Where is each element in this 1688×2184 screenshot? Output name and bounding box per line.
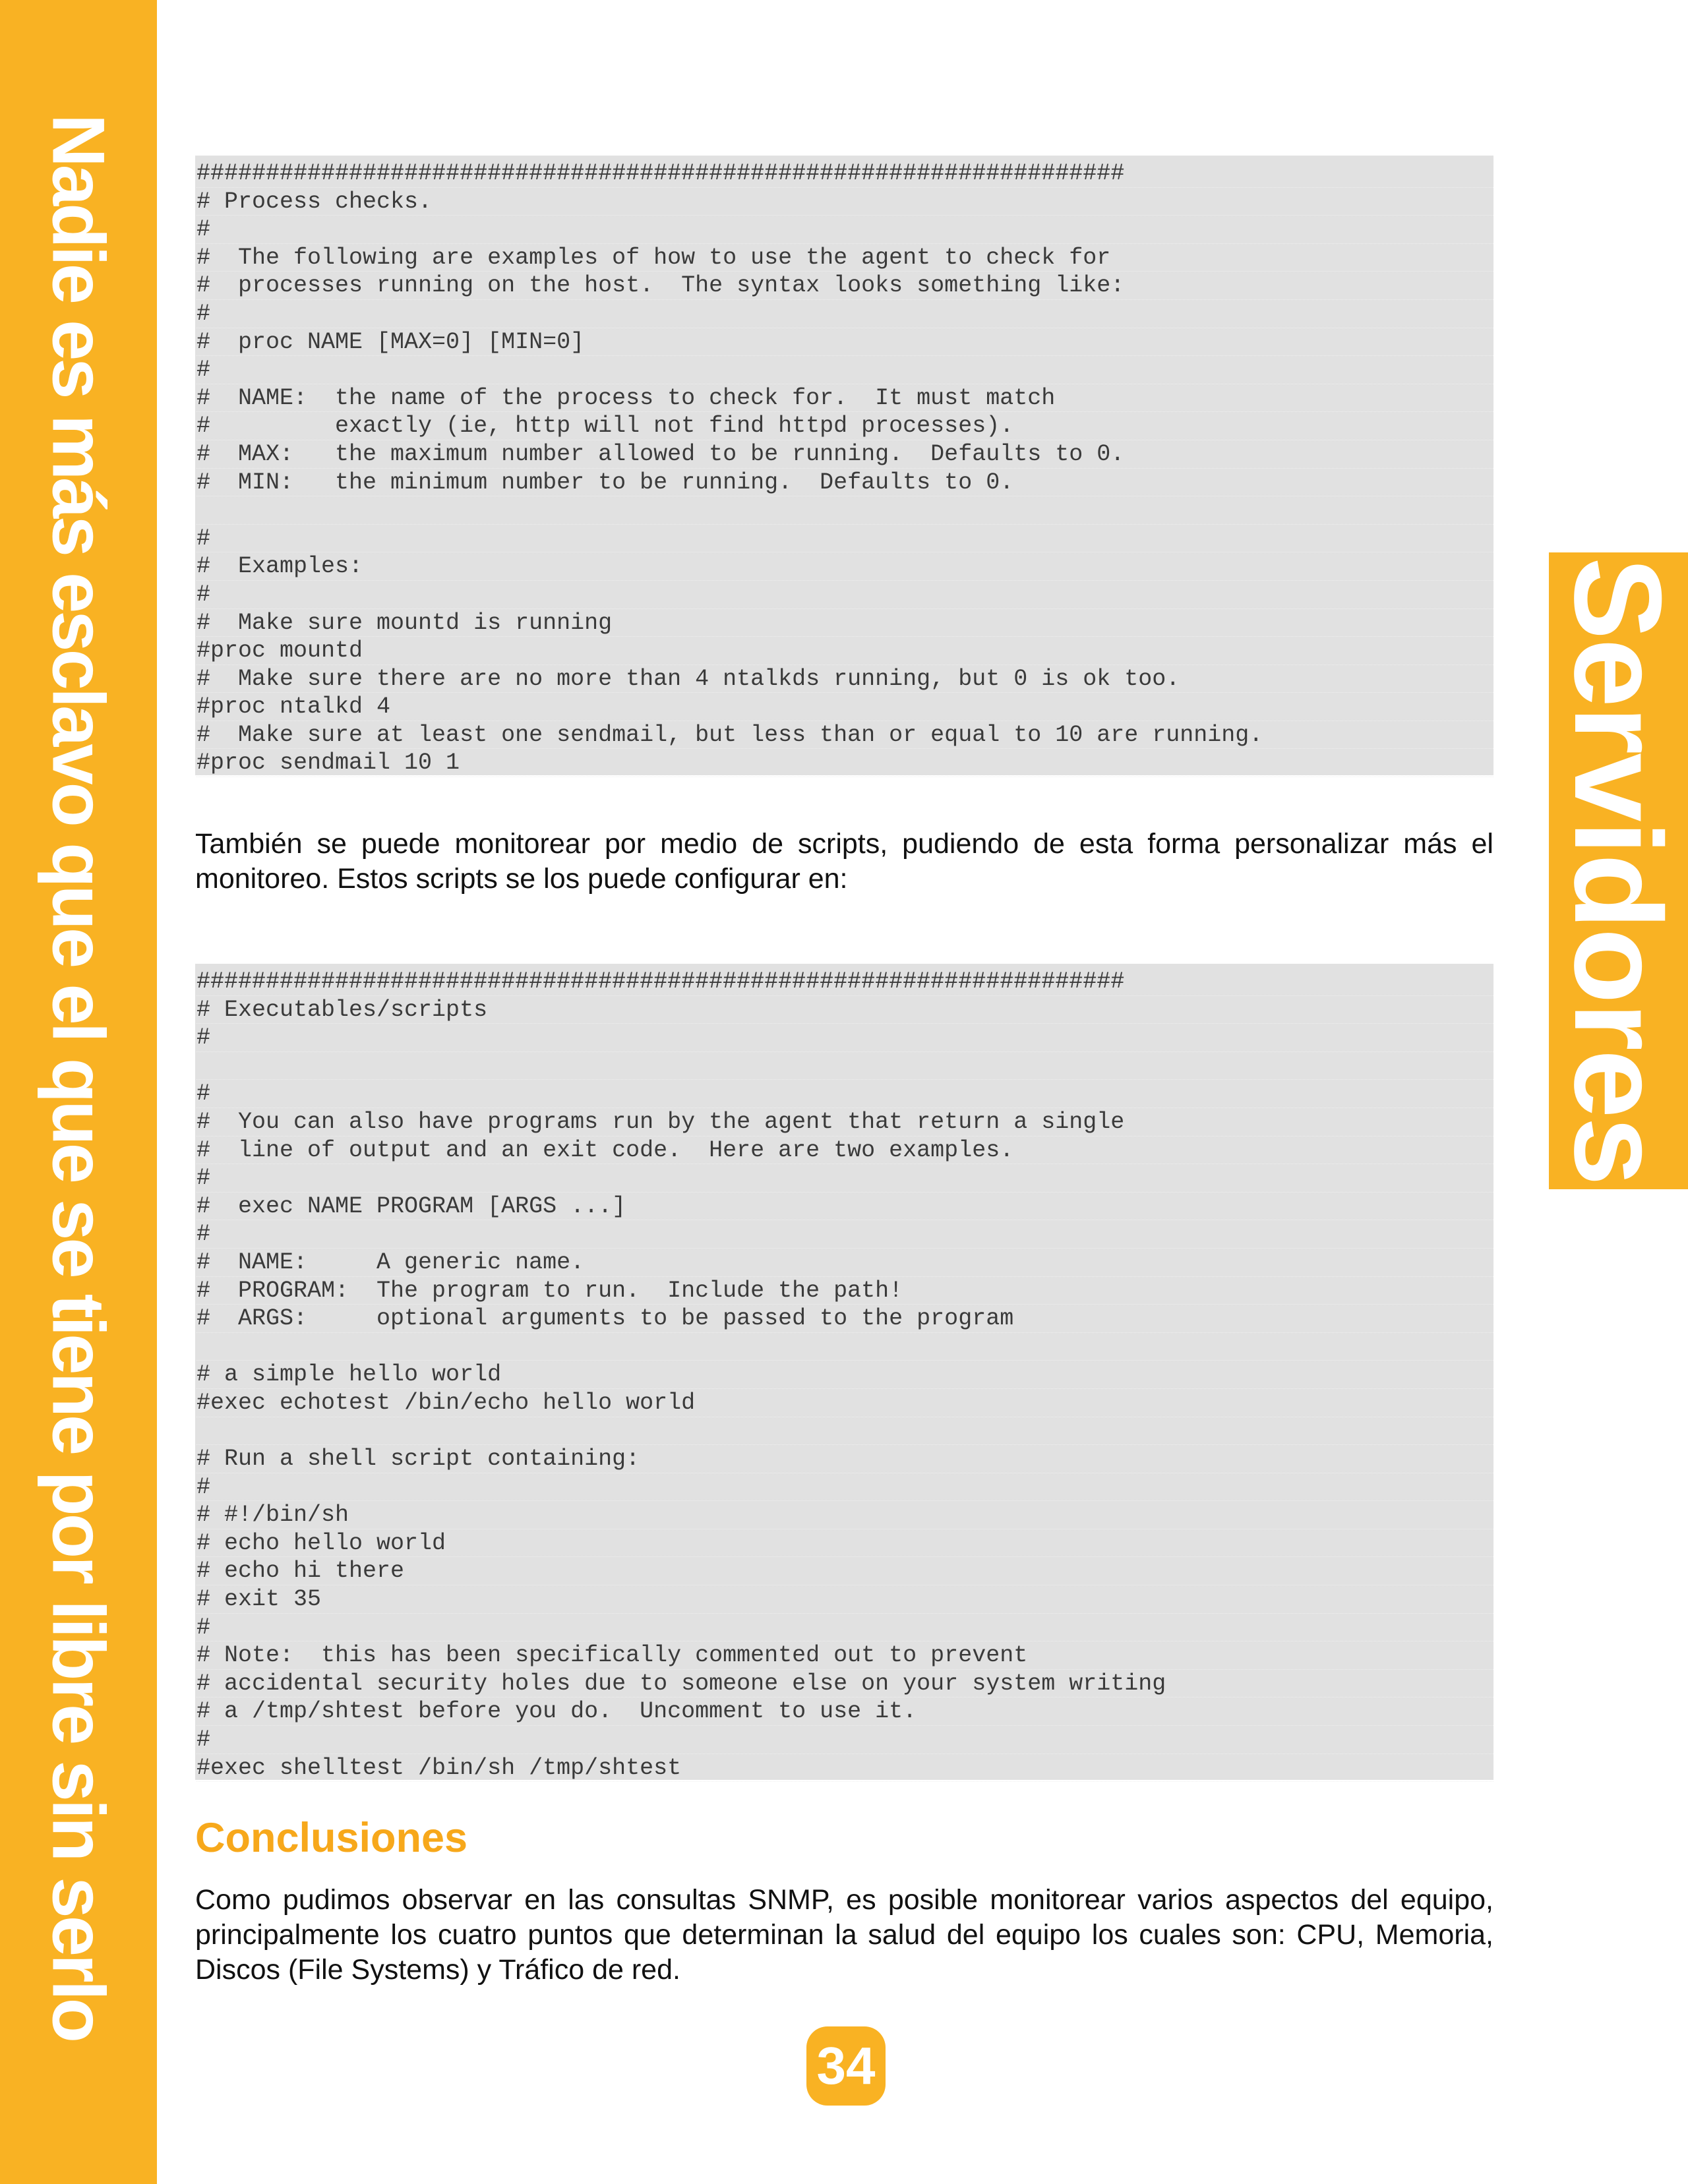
code-line: # a /tmp/shtest before you do. Uncomment to use it. (196, 1697, 1493, 1726)
code-line: # Make sure mountd is running (196, 609, 1493, 637)
code-line: # MAX: the maximum number allowed to be running. Defaults to 0. (196, 440, 1493, 469)
code-line: # proc NAME [MAX=0] [MIN=0] (196, 328, 1493, 357)
code-block-executables (195, 964, 1493, 1780)
code-line: # Run a shell script containing: (196, 1445, 1493, 1473)
code-line: # a simple hello world (196, 1361, 1493, 1389)
code-line: # exactly (ie, http will not find httpd processes). (196, 412, 1493, 440)
code-line: # ARGS: optional arguments to be passed to the program (196, 1305, 1493, 1333)
code-line: # Process checks. (196, 188, 1493, 216)
code-line: # (196, 1726, 1493, 1754)
code-line: # exec NAME PROGRAM [ARGS ...] (196, 1193, 1493, 1221)
code-line: # (196, 1164, 1493, 1193)
section-heading: Conclusiones (195, 1815, 468, 1861)
code-line (196, 496, 1493, 525)
code-line: # NAME: A generic name. (196, 1249, 1493, 1277)
code-line: #exec shelltest /bin/sh /tmp/shtest (196, 1754, 1493, 1783)
paragraph-conclusions: Como pudimos observar en las consultas SNMP, es posible monitorear varios aspectos del equipo, principalmente los cuatro puntos que determinan la salud del equipo los cuales son: CPU, Memoria, Discos (File Systems) y Tráfico de red. (195, 1884, 1493, 1986)
sidebar-quote: Nadie es más esclavo que el que se tiene por libre sin serlo (37, 113, 120, 2041)
code-line (196, 1417, 1493, 1446)
code-line: # Note: this has been specifically commented out to prevent (196, 1641, 1493, 1670)
code-line: # #!/bin/sh (196, 1501, 1493, 1529)
code-line: # line of output and an exit code. Here are two examples. (196, 1136, 1493, 1165)
code-line (196, 1052, 1493, 1080)
code-block-process-checks (195, 156, 1493, 775)
code-line: # PROGRAM: The program to run. Include the path! (196, 1277, 1493, 1305)
code-line: # (196, 1080, 1493, 1108)
code-line: # (196, 216, 1493, 244)
code-line: #proc ntalkd 4 (196, 693, 1493, 721)
code-line: ################################################################### (196, 160, 1493, 188)
section-tab-label: Servidores (1549, 557, 1687, 1185)
code-line (196, 1333, 1493, 1361)
paragraph-scripts-intro: También se puede monitorear por medio de scripts, pudiendo de esta forma personalizar más el monitoreo. Estos scripts se los puede configurar en: (195, 828, 1493, 895)
code-line: # accidental security holes due to someone else on your system writing (196, 1670, 1493, 1698)
code-line: # (196, 1473, 1493, 1502)
code-line: # (196, 1220, 1493, 1249)
code-line: # echo hello world (196, 1529, 1493, 1558)
code-line: # The following are examples of how to use the agent to check for (196, 244, 1493, 272)
page-number-badge: 34 (806, 2026, 886, 2106)
code-line: # echo hi there (196, 1557, 1493, 1585)
code-line: # (196, 1614, 1493, 1642)
code-line: # Executables/scripts (196, 996, 1493, 1024)
code-line: #proc mountd (196, 637, 1493, 665)
code-line: # (196, 1024, 1493, 1052)
left-sidebar-band (0, 0, 157, 2184)
code-line: # NAME: the name of the process to check for. It must match (196, 384, 1493, 413)
code-line: # MIN: the minimum number to be running. Defaults to 0. (196, 469, 1493, 497)
code-line: # (196, 525, 1493, 553)
code-line: # exit 35 (196, 1585, 1493, 1614)
code-line: # (196, 300, 1493, 328)
code-line: # You can also have programs run by the agent that return a single (196, 1108, 1493, 1136)
code-line: # Examples: (196, 552, 1493, 581)
code-line: # (196, 356, 1493, 384)
code-line: # Make sure there are no more than 4 ntalkds running, but 0 is ok too. (196, 665, 1493, 694)
code-line: # processes running on the host. The syntax looks something like: (196, 272, 1493, 300)
code-line: ################################################################### (196, 968, 1493, 996)
code-line: # (196, 581, 1493, 609)
code-line: #proc sendmail 10 1 (196, 749, 1493, 777)
code-line: #exec echotest /bin/echo hello world (196, 1389, 1493, 1417)
code-line: # Make sure at least one sendmail, but less than or equal to 10 are running. (196, 721, 1493, 750)
section-tab (1549, 552, 1688, 1189)
